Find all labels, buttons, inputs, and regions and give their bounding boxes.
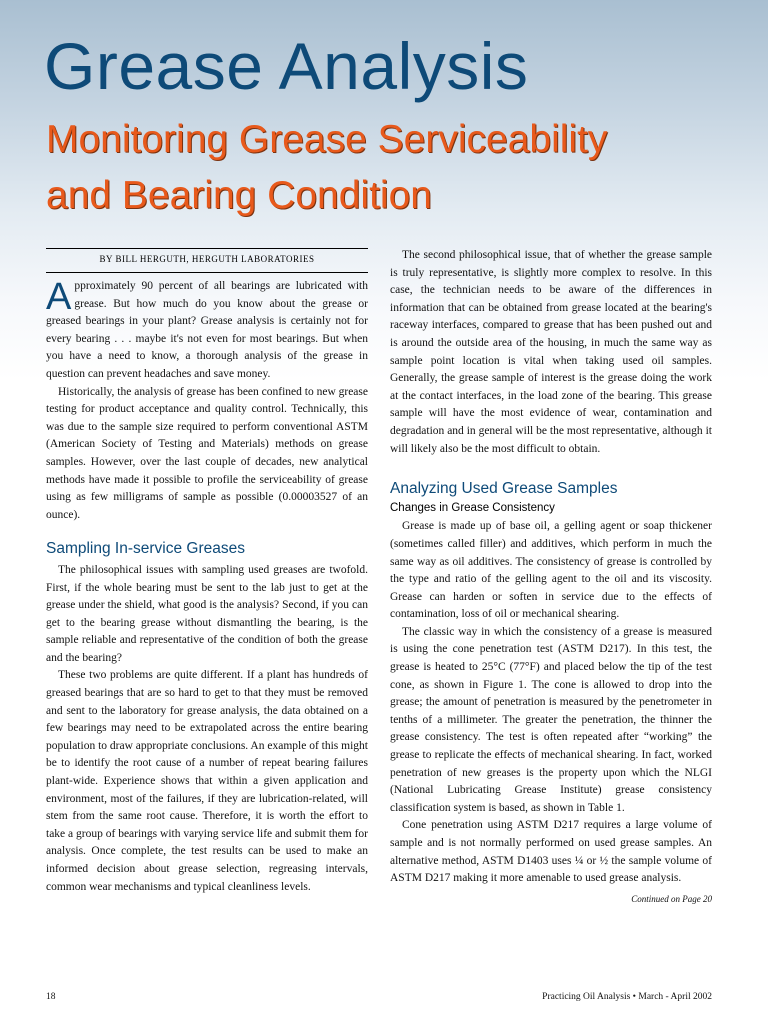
body-paragraph: These two problems are quite different. If a plant has hundreds of greased bearings that are so hard to get to that they must be removed and sent to the laboratory for grease analysis, the data obtained on a few bearings may need to be extrapolated across the entire bearing population to draw appropriate conclusions. An example of this might be to identify the root cause of a number of repeat bearing failures plant-wide. Experience shows that within a given application and environment, most of the failures, if they are lubrication-related, will stem from the same root cause. Therefore, it is worth the effort to take a group of bearings with varying service life and submit them for analysis. Once complete, the test results can be used to make an informed decision about grease selection, regreasing intervals, common wear mechanisms and typical cleanliness levels. [46,669,368,893]
section-heading-analyzing: Analyzing Used Grease Samples [390,480,618,498]
byline-rule-top [46,248,368,249]
publication-footer: Practicing Oil Analysis • March - April 2002 [542,992,712,1002]
article-title: Grease Analysis [44,29,529,103]
drop-cap: A [46,276,72,318]
article-subtitle [46,112,607,224]
right-column [390,247,712,908]
continued-note: Continued on Page 20 [631,893,712,904]
subtitle-line-1: Monitoring Grease Serviceability [46,118,608,161]
body-paragraph: The second philosophical issue, that of whether the grease sample is truly representative, is slightly more complex to resolve. In this case, the technician needs to be aware of the differences in information that can be obtained from grease located at the bearing's raceway interfaces, compared to grease that has been pushed out and is around the outside area of the housing, in much the same way as sample point location is vital when taking used oil samples. Generally, the grease sample of interest is the grease doing the work at the contact interfaces, in the load zone of the bearing. This grease sample will have the most evidence of wear, contamination and degradation and in general will be the most representative, although it will likely also be the most difficult to obtain. [390,249,712,455]
body-paragraph: The classic way in which the consistency of a grease is measured is using the cone penetration test (ASTM D217). In this test, the grease is heated to 25°C (77°F) and placed below the tip of the test cone, as shown in Figure 1. The cone is allowed to drop into the grease; the amount of penetration is measured by the penetrometer in tenths of a millimeter. The greater the penetration, the thinner the grease consistency. The test is often repeated after “working” the grease to replicate the effects of mechanical shearing. In fact, worked penetration of new greases is the property upon which the NLGI (National Lubricating Grease Institute) grease consistency classification system is based, as shown in Table 1. [390,625,712,814]
subtitle-line-2: and Bearing Condition [46,174,432,217]
body-paragraph: Cone penetration using ASTM D217 requires a large volume of sample and is not normally performed on used grease samples. An alternative method, ASTM D1403 uses ¼ or ½ the sample volume of ASTM D217 making it more amenable to used grease analysis. [390,819,712,885]
section-heading-sampling: Sampling In-service Greases [46,540,245,558]
left-column [46,278,368,896]
byline-rule-bottom [46,272,368,273]
body-paragraph: Historically, the analysis of grease has been confined to new grease testing for product acceptance and quality control. Technically, this was due to the sample size required to perform conventional ASTM (American Society of Testing and Materials) methods on grease samples. However, over the last couple of decades, new analytical methods have made it possible to profile the serviceability of grease using as few milligrams of sample as possible (0.00003527 of an ounce). [46,385,368,521]
body-paragraph: Grease is made up of base oil, a gelling agent or soap thickener (sometimes called filler) and additives, which perform in much the same way as oil additives. The consistency of grease is controlled by the type and ratio of the gelling agent to the oil and its viscosity. Grease can harden or soften in service due to the effects of contamination, loss of oil or mechanical shearing. [390,520,712,621]
body-paragraph: The philosophical issues with sampling used greases are twofold. First, if the whole bearing must be sent to the lab just to get at the grease under the shield, what good is the analysis? Second, if you can get to the bearing grease without dismantling the bearing, is the sample reliable and representative of the condition of both the grease and the bearing? [46,563,368,664]
intro-text: pproximately 90 percent of all bearings are lubricated with grease. But how much do you know about the grease or greased bearings in your plant? Grease analysis is certainly not for every bearing . . . maybe it's not even for most bearings. But when you have a need to know, a thorough analysis of the grease in question can prevent headaches and save money. [46,280,368,380]
subsection-heading-consistency: Changes in Grease Consistency [390,501,555,514]
byline: BY BILL HERGUTH, HERGUTH LABORATORIES [99,254,315,264]
page-number: 18 [46,992,56,1002]
intro-paragraph [46,278,368,384]
